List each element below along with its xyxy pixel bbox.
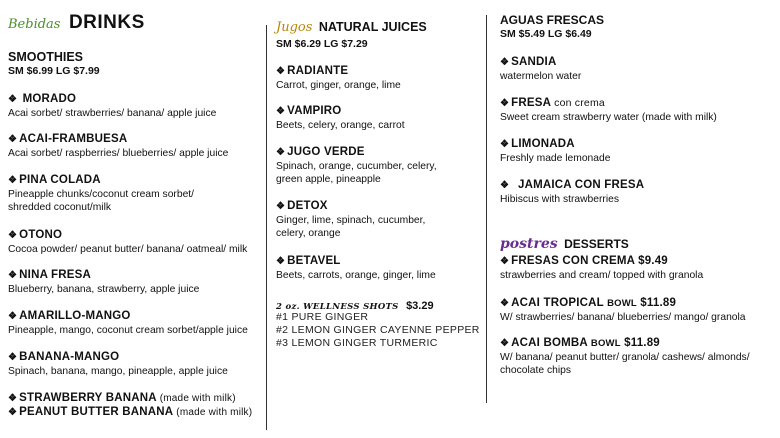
diamond-bullet-icon: ❖ bbox=[500, 256, 510, 267]
desserts-title: DESSERTS bbox=[564, 237, 629, 251]
menu-item-otono: ❖ OTONO Cocoa powder/ peanut butter/ banana/ oatmeal/ milk bbox=[8, 229, 248, 255]
diamond-bullet-icon: ❖ bbox=[500, 57, 510, 68]
diamond-bullet-icon: ❖ bbox=[276, 256, 286, 267]
menu-item-morado: ❖ MORADO Acai sorbet/ strawberries/ banana/ apple juice bbox=[8, 93, 217, 119]
wellness-shot-item: #2 LEMON GINGER CAYENNE PEPPER bbox=[276, 324, 480, 336]
desserts-script-label: postres bbox=[500, 236, 558, 252]
menu-item-amarillo-mango: ❖ AMARILLO-MANGO Pineapple, mango, coconut cream sorbet/apple juice bbox=[8, 310, 248, 336]
menu-item-sandia: ❖ SANDIA watermelon water bbox=[500, 56, 582, 82]
wellness-shots-price: $3.29 bbox=[406, 300, 434, 312]
diamond-bullet-icon: ❖ bbox=[8, 393, 18, 404]
menu-item-acai-tropical: ❖ ACAI TROPICAL BOWL $11.89 W/ strawberries/ banana/ blueberries/ mango/ granola bbox=[500, 297, 746, 323]
diamond-bullet-icon: ❖ bbox=[8, 311, 18, 322]
menu-item-peanut-butter-banana: ❖ PEANUT BUTTER BANANA (made with milk) bbox=[8, 406, 253, 418]
diamond-bullet-icon: ❖ bbox=[8, 230, 18, 241]
diamond-bullet-icon: ❖ bbox=[500, 98, 510, 109]
menu-item-strawberry-banana: ❖ STRAWBERRY BANANA (made with milk) bbox=[8, 392, 236, 404]
menu-item-fresa-con-crema: ❖ FRESA con crema Sweet cream strawberry water (made with milk) bbox=[500, 97, 717, 123]
diamond-bullet-icon: ❖ bbox=[276, 106, 286, 117]
menu-item-pina-colada: ❖ PINA COLADA Pineapple chunks/coconut cream sorbet/ shredded coconut/milk bbox=[8, 174, 195, 213]
menu-item-detox: ❖ DETOX Ginger, lime, spinach, cucumber, celery, orange bbox=[276, 200, 426, 239]
menu-item-jamaica-con-fresa: ❖ JAMAICA CON FRESA Hibiscus with strawberries bbox=[500, 179, 645, 205]
diamond-bullet-icon: ❖ bbox=[500, 338, 510, 349]
diamond-bullet-icon: ❖ bbox=[8, 94, 18, 105]
aguas-price: SM $5.49 LG $6.49 bbox=[500, 28, 592, 40]
diamond-bullet-icon: ❖ bbox=[8, 407, 18, 418]
smoothies-heading: SMOOTHIES bbox=[8, 50, 84, 64]
wellness-shot-item: #3 LEMON GINGER TURMERIC bbox=[276, 337, 438, 349]
diamond-bullet-icon: ❖ bbox=[8, 134, 18, 145]
menu-item-betavel: ❖ BETAVEL Beets, carrots, orange, ginger, lime bbox=[276, 255, 436, 281]
menu-item-limonada: ❖ LIMONADA Freshly made lemonade bbox=[500, 138, 611, 164]
drinks-script-label: Bebidas bbox=[8, 17, 61, 32]
menu-item-fresas-con-crema: ❖ FRESAS CON CREMA $9.49 strawberries and cream/ topped with granola bbox=[500, 255, 704, 281]
menu-item-vampiro: ❖ VAMPIRO Beets, celery, orange, carrot bbox=[276, 105, 405, 131]
diamond-bullet-icon: ❖ bbox=[8, 352, 18, 363]
wellness-shots-list bbox=[276, 311, 480, 350]
juices-script-label: Jugos bbox=[276, 20, 313, 35]
aguas-title: AGUAS FRESCAS bbox=[500, 13, 605, 27]
column-divider bbox=[486, 15, 487, 403]
diamond-bullet-icon: ❖ bbox=[276, 66, 286, 77]
diamond-bullet-icon: ❖ bbox=[500, 180, 510, 191]
column-divider bbox=[266, 25, 267, 430]
wellness-shots-label: 2 oz. WELLNESS SHOTS bbox=[276, 302, 399, 312]
menu-item-jugo-verde: ❖ JUGO VERDE Spinach, orange, cucumber, celery, green apple, pineapple bbox=[276, 146, 437, 185]
diamond-bullet-icon: ❖ bbox=[8, 270, 18, 281]
menu-item-acai-frambuesa: ❖ ACAI-FRAMBUESA Acai sorbet/ raspberries/ blueberries/ apple juice bbox=[8, 133, 229, 159]
menu-item-nina-fresa: ❖ NINA FRESA Blueberry, banana, strawberry, apple juice bbox=[8, 269, 200, 295]
menu-item-banana-mango: ❖ BANANA-MANGO Spinach, banana, mango, pineapple, apple juice bbox=[8, 351, 228, 377]
menu-item-radiante: ❖ RADIANTE Carrot, ginger, orange, lime bbox=[276, 65, 401, 91]
juices-header bbox=[276, 18, 427, 36]
wellness-shot-item: #1 PURE GINGER bbox=[276, 311, 369, 323]
diamond-bullet-icon: ❖ bbox=[276, 147, 286, 158]
diamond-bullet-icon: ❖ bbox=[500, 139, 510, 150]
desserts-header bbox=[500, 235, 629, 253]
juices-title: NATURAL JUICES bbox=[318, 20, 427, 34]
drinks-title: DRINKS bbox=[68, 12, 145, 33]
menu-item-acai-bomba: ❖ ACAI BOMBA BOWL $11.89 W/ banana/ peanut butter/ granola/ cashews/ almonds/ chocolate chips bbox=[500, 337, 750, 376]
diamond-bullet-icon: ❖ bbox=[276, 201, 286, 212]
juices-price: SM $6.29 LG $7.29 bbox=[276, 38, 368, 50]
smoothies-price: SM $6.99 LG $7.99 bbox=[8, 65, 100, 77]
drinks-header bbox=[8, 12, 145, 34]
diamond-bullet-icon: ❖ bbox=[500, 298, 510, 309]
diamond-bullet-icon: ❖ bbox=[8, 175, 18, 186]
